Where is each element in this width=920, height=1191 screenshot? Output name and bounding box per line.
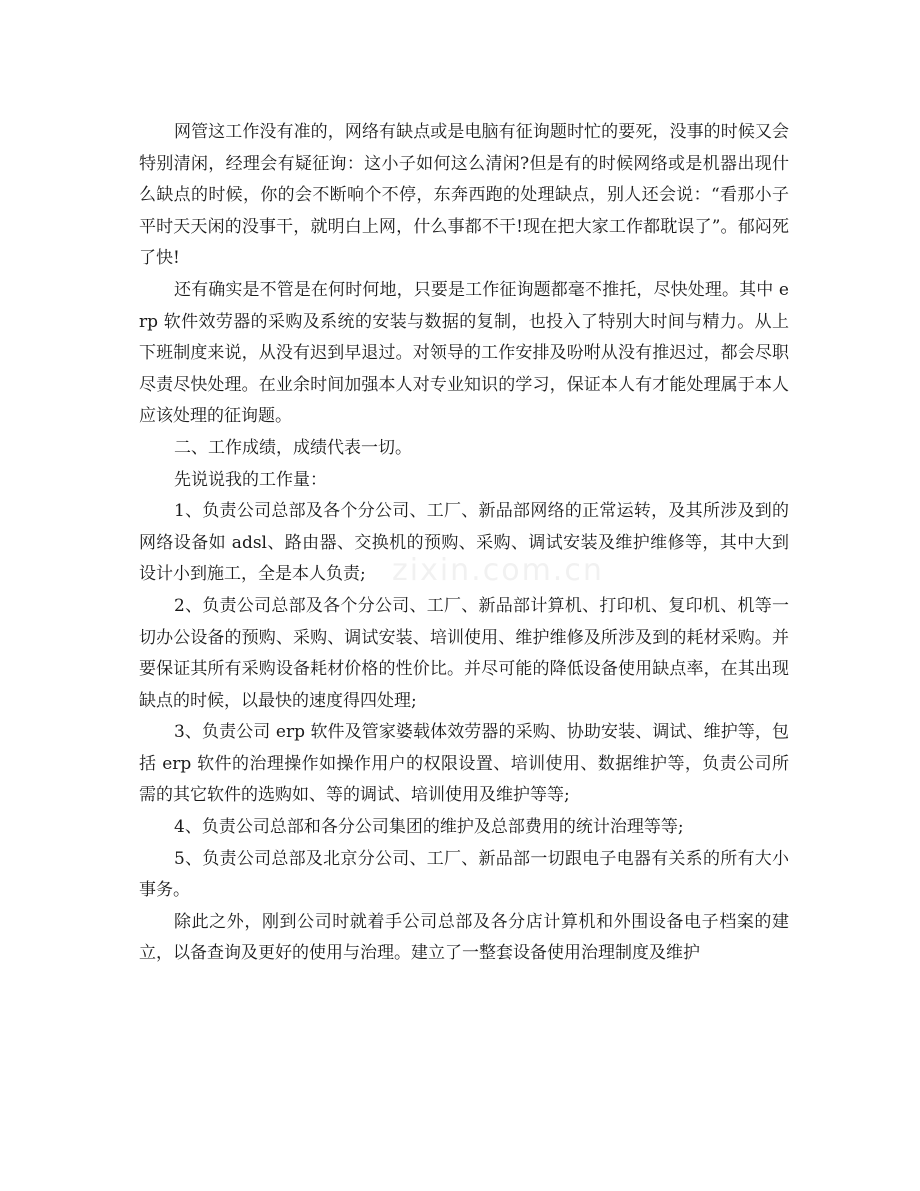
list-item-4: 4、负责公司总部和各分公司集团的维护及总部费用的统计治理等等; (174, 817, 684, 838)
list-item-2: 2、负责公司总部及各个分公司、工厂、新品部计算机、打印机、复印机、机等一切办公设备的预购、采购、调试安装、培训使用、维护维修及所涉及到的耗材采购。并要保证其所有采购设备耗材价格的性价比。并尽可能的降低设备使用缺点率，在其出现缺点的时候，以最快的速度得四处理; (139, 595, 789, 711)
list-item-5: 5、负责公司总部及北京分公司、工厂、新品部一切跟电子电器有关系的所有大小事务。 (139, 848, 789, 901)
paragraph-closing: 除此之外，刚到公司时就着手公司总部及各分店计算机和外围设备电子档案的建立，以备查询及更好的使用与治理。建立了一整套设备使用治理制度及维护 (139, 911, 789, 964)
list-item-3: 3、负责公司 erp 软件及管家婆载体效劳器的采购、协助安装、调试、维护等，包括 erp 软件的治理操作如操作用户的权限设置、培训使用、数据维护等，负责公司所需的其它软件的选购如、等的调试、培训使用及维护等等; (139, 722, 789, 806)
list-item-1: 1、负责公司总部及各个分公司、工厂、新品部网络的正常运转，及其所涉及到的网络设备如 adsl、路由器、交换机的预购、采购、调试安装及维护维修等，其中大到设计小到施工，全是本人负责; (139, 501, 789, 585)
watermark: zixin.com.cn (392, 553, 604, 588)
paragraph-1: 网管这工作没有准的，网络有缺点或是电脑有征询题时忙的要死，没事的时候又会特别清闲，经理会有疑征询：这小子如何这么清闲?但是有的时候网络或是机器出现什么缺点的时候，你的会不断响个不停，东奔西跑的处理缺点，别人还会说：“看那小子平时天天闲的没事干，就明白上网，什么事都不干!现在把大家工作都耽误了”。郁闷死了快! (139, 122, 789, 269)
paragraph-intro: 先说说我的工作量： (174, 469, 327, 490)
paragraph-2: 还有确实是不管是在何时何地，只要是工作征询题都毫不推托，尽快处理。其中 erp 软件效劳器的采购及系统的安装与数据的复制，也投入了特别大时间与精力。从上下班制度来说，从没有迟到早退过。对领导的工作安排及吩咐从没有推迟过，都会尽职尽责尽快处理。在业余时间加强本人对专业知识的学习，保证本人有才能处理属于本人应该处理的征询题。 (139, 279, 789, 427)
section-heading: 二、工作成绩，成绩代表一切。 (174, 437, 412, 458)
document-body (139, 117, 789, 970)
